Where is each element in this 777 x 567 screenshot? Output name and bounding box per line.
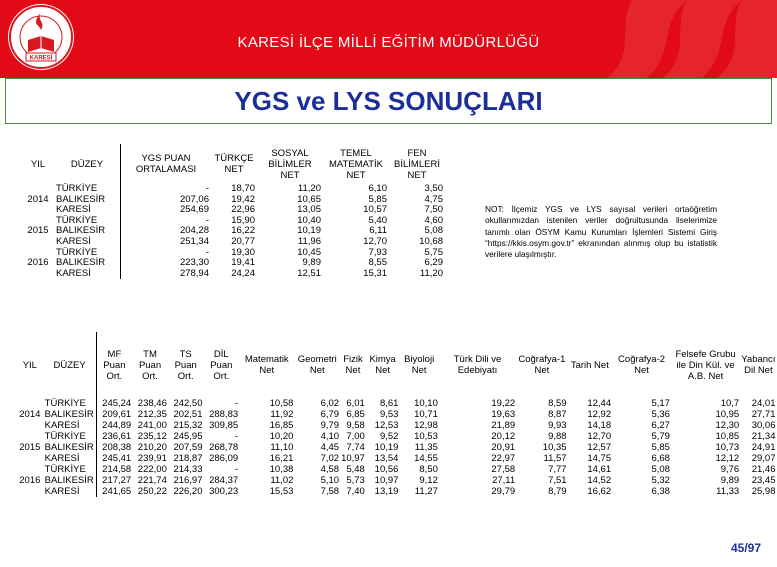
table-row xyxy=(16,398,777,409)
col-header-duzey: DÜZEY xyxy=(54,144,121,184)
cell-puan: 204,28 xyxy=(179,225,209,237)
cell-value: 300,23 xyxy=(209,486,239,497)
cell-value: 309,85 xyxy=(209,420,239,431)
cell-value: 7,51 xyxy=(548,475,567,486)
cell-value: 14,55 xyxy=(414,453,438,464)
cell-fen: 4,75 xyxy=(424,193,443,205)
table-row xyxy=(16,442,777,453)
cell-value: 19,63 xyxy=(491,409,516,420)
cell-yil xyxy=(22,237,54,248)
cell-yil: 2015 xyxy=(27,225,49,237)
cell-value: 214,33 xyxy=(173,464,203,475)
cell-value: 215,32 xyxy=(173,420,203,431)
cell-value: 286,09 xyxy=(209,453,239,464)
cell-value: 20,12 xyxy=(491,431,516,442)
cell-value: 29,79 xyxy=(491,486,516,497)
cell-value: 284,37 xyxy=(209,475,239,486)
cell-value: 10,7 xyxy=(720,398,740,409)
col-header-ts: TS Puan Ort. xyxy=(174,348,197,382)
cell-value: 10,35 xyxy=(542,442,567,453)
cell-value: 7,74 xyxy=(346,442,365,453)
col-header-cografya1: Coğrafya-1 Net xyxy=(518,354,566,376)
cell-value: 15,53 xyxy=(269,486,294,497)
cell-yil xyxy=(22,184,54,195)
cell-value: 10,10 xyxy=(414,398,438,409)
col-header-duzey: DÜZEY xyxy=(44,332,96,398)
cell-value: 9,58 xyxy=(346,420,365,431)
cell-value: 5,85 xyxy=(651,442,670,453)
cell-value: 242,50 xyxy=(173,398,203,409)
cell-value: 6,38 xyxy=(651,486,670,497)
cell-value: 10,58 xyxy=(269,398,294,409)
cell-value: 241,65 xyxy=(102,486,132,497)
cell-value: 210,20 xyxy=(137,442,167,453)
col-header-yil: YIL xyxy=(30,158,46,170)
col-header-felsefe: Felsefe Grubu ile Din Kül. ve A.B. Net xyxy=(675,348,736,382)
cell-value: 226,20 xyxy=(173,486,203,497)
col-header-ygs-puan: YGS PUAN ORTALAMASI xyxy=(135,153,197,175)
cell-value: 235,12 xyxy=(137,431,167,442)
cell-value: 23,45 xyxy=(751,475,776,486)
cell-puan: 278,94 xyxy=(179,267,209,279)
cell-turkce: 20,77 xyxy=(231,235,255,247)
cell-yil xyxy=(22,269,54,280)
cell-value: 12,30 xyxy=(715,420,740,431)
cell-puan: 254,69 xyxy=(179,204,209,216)
cell-value: 6,01 xyxy=(346,398,365,409)
cell-value: - xyxy=(234,464,239,475)
cell-value: 7,77 xyxy=(548,464,567,475)
cell-value: 5,08 xyxy=(651,464,670,475)
cell-value: 5,36 xyxy=(651,409,670,420)
table-row xyxy=(22,237,445,248)
cell-yil xyxy=(16,464,44,475)
cell-value: 9,79 xyxy=(320,420,340,431)
cell-value: 202,51 xyxy=(173,409,203,420)
note-text: NOT: İlçemiz YGS ve LYS sayısal verileri ortaöğretim okullarımızdan istenilen veriler doğrultusunda liselerimize tanımlı olan ÖSYM Kamu Kurumları İşlemleri Sistemi Giriş “https://kkis.osym.gov.tr” ekranından alınmış olup bu istatistik verilere ulaşılmıştır. xyxy=(485,204,717,260)
cell-mat: 12,70 xyxy=(363,235,387,247)
cell-sosyal: 10,45 xyxy=(297,246,321,258)
cell-yil xyxy=(16,486,44,497)
cell-value: 11,35 xyxy=(414,442,438,453)
cell-value: 8,59 xyxy=(548,398,567,409)
cell-mat: 5,85 xyxy=(368,193,387,205)
cell-value: - xyxy=(234,398,239,409)
cell-sosyal: 10,19 xyxy=(297,225,321,237)
cell-value: 10,20 xyxy=(269,431,294,442)
cell-value: 9,88 xyxy=(548,431,567,442)
cell-value: 12,12 xyxy=(715,453,740,464)
cell-turkce: 16,22 xyxy=(231,225,255,237)
cell-value: 6,02 xyxy=(320,398,340,409)
table-row xyxy=(16,475,777,486)
cell-sosyal: 10,65 xyxy=(297,193,321,205)
page-title: YGS ve LYS SONUÇLARI xyxy=(234,86,543,116)
cell-fen: 3,50 xyxy=(424,183,443,194)
cell-fen: 7,50 xyxy=(424,204,443,216)
cell-value: 20,91 xyxy=(491,442,516,453)
cell-value: 27,11 xyxy=(492,475,516,486)
cell-value: 5,79 xyxy=(651,431,670,442)
cell-value: 268,78 xyxy=(209,442,239,453)
cell-yil: 2014 xyxy=(27,193,49,205)
cell-puan: - xyxy=(205,183,209,194)
cell-value: 12,44 xyxy=(587,398,612,409)
cell-puan: 207,06 xyxy=(179,193,209,205)
cell-sosyal: 11,96 xyxy=(297,235,321,247)
cell-sosyal: 12,51 xyxy=(297,267,321,279)
table-row xyxy=(16,431,777,442)
cell-value: 11,02 xyxy=(270,475,294,486)
cell-value: 10,53 xyxy=(414,431,438,442)
cell-value: 244,89 xyxy=(102,420,132,431)
col-header-biyoloji: Biyoloji Net xyxy=(404,354,435,376)
col-header-fizik: Fizik Net xyxy=(343,354,363,376)
cell-value: 216,97 xyxy=(173,475,203,486)
cell-duzey: TÜRKİYE xyxy=(54,184,121,195)
cell-duzey: KARESİ xyxy=(44,453,96,464)
cell-value: 236,61 xyxy=(102,431,132,442)
cell-value: - xyxy=(234,431,239,442)
cell-value: 5,73 xyxy=(346,475,365,486)
cell-value: 7,40 xyxy=(346,486,365,497)
cell-value: 214,58 xyxy=(102,464,132,475)
cell-yil: 2016 xyxy=(19,475,41,486)
header-banner xyxy=(0,0,777,78)
cell-value: 19,22 xyxy=(491,398,516,409)
cell-duzey: BALIKESİR xyxy=(54,226,121,237)
col-header-turkce: TÜRKÇE NET xyxy=(214,153,254,175)
table-row xyxy=(16,486,777,497)
cell-duzey: TÜRKİYE xyxy=(54,216,121,227)
cell-mat: 7,93 xyxy=(368,246,387,258)
cell-duzey: KARESİ xyxy=(54,269,121,280)
cell-value: 9,76 xyxy=(720,464,740,475)
col-header-yabanci-dil: Yabancı Dil Net xyxy=(741,354,776,376)
cell-yil: 2015 xyxy=(19,442,41,453)
cell-duzey: KARESİ xyxy=(44,486,96,497)
cell-value: 11,10 xyxy=(270,442,294,453)
cell-fen: 5,08 xyxy=(424,225,443,237)
cell-fen: 10,68 xyxy=(419,235,443,247)
cell-value: 245,41 xyxy=(102,453,132,464)
cell-duzey: KARESİ xyxy=(44,420,96,431)
cell-duzey: BALIKESİR xyxy=(44,475,96,486)
cell-value: 11,92 xyxy=(270,409,294,420)
col-header-fen: FEN BİLİMLERİ NET xyxy=(394,147,440,181)
cell-value: 245,95 xyxy=(173,431,203,442)
cell-duzey: BALIKESİR xyxy=(54,258,121,269)
table-row xyxy=(16,453,777,464)
cell-duzey: BALIKESİR xyxy=(54,195,121,206)
cell-value: 8,50 xyxy=(419,464,438,475)
cell-value: 10,19 xyxy=(374,442,399,453)
cell-puan: 223,30 xyxy=(179,257,209,269)
cell-value: 27,58 xyxy=(491,464,516,475)
cell-value: 16,21 xyxy=(269,453,294,464)
cell-value: 7,00 xyxy=(346,431,365,442)
cell-value: 6,27 xyxy=(651,420,670,431)
cell-value: 24,91 xyxy=(751,442,776,453)
cell-yil xyxy=(16,398,44,409)
table-row xyxy=(22,269,445,280)
lys-table xyxy=(16,332,777,497)
cell-value: 241,00 xyxy=(137,420,167,431)
page-number: 45/97 xyxy=(730,541,761,555)
cell-turkce: 19,41 xyxy=(231,257,255,269)
cell-yil xyxy=(16,431,44,442)
cell-value: 4,45 xyxy=(320,442,340,453)
cell-value: 212,35 xyxy=(137,409,167,420)
cell-yil xyxy=(22,205,54,216)
cell-mat: 10,57 xyxy=(363,204,387,216)
cell-mat: 6,10 xyxy=(368,183,387,194)
cell-value: 10,97 xyxy=(374,475,399,486)
cell-yil: 2014 xyxy=(19,409,41,420)
cell-value: 288,83 xyxy=(209,409,239,420)
cell-duzey: BALIKESİR xyxy=(44,442,96,453)
cell-value: 218,87 xyxy=(173,453,203,464)
table-row xyxy=(16,464,777,475)
cell-value: 250,22 xyxy=(137,486,167,497)
cell-value: 16,85 xyxy=(269,420,294,431)
cell-value: 12,98 xyxy=(414,420,438,431)
cell-value: 8,87 xyxy=(548,409,567,420)
cell-mat: 8,55 xyxy=(368,257,387,269)
cell-value: 9,52 xyxy=(379,431,399,442)
cell-value: 13,54 xyxy=(374,453,399,464)
cell-value: 239,91 xyxy=(137,453,167,464)
cell-turkce: 18,70 xyxy=(231,183,255,194)
cell-value: 5,17 xyxy=(651,398,670,409)
col-header-dil: DİL Puan Ort. xyxy=(210,348,233,382)
cell-puan: 251,34 xyxy=(179,235,209,247)
header-title: KARESİ İLÇE MİLLİ EĞİTİM MÜDÜRLÜĞÜ xyxy=(237,34,540,51)
cell-value: 10,73 xyxy=(715,442,740,453)
col-header-matematik: TEMEL MATEMATİK NET xyxy=(328,147,383,181)
cell-value: 8,61 xyxy=(379,398,399,409)
cell-fen: 4,60 xyxy=(424,214,443,226)
cell-turkce: 15,90 xyxy=(231,214,255,226)
cell-value: 7,58 xyxy=(320,486,340,497)
cell-fen: 5,75 xyxy=(424,246,443,258)
cell-value: 14,75 xyxy=(587,453,612,464)
cell-duzey: BALIKESİR xyxy=(44,409,96,420)
cell-turkce: 19,30 xyxy=(231,246,255,258)
cell-value: 7,02 xyxy=(320,453,340,464)
cell-value: 4,58 xyxy=(320,464,340,475)
cell-value: 6,85 xyxy=(346,409,365,420)
cell-value: 21,89 xyxy=(491,420,516,431)
cell-value: 10,56 xyxy=(374,464,399,475)
cell-duzey: TÜRKİYE xyxy=(44,464,96,475)
cell-value: 14,18 xyxy=(587,420,612,431)
table-row xyxy=(22,184,445,195)
cell-yil: 2016 xyxy=(27,257,49,269)
cell-value: 16,62 xyxy=(587,486,612,497)
cell-value: 221,74 xyxy=(137,475,167,486)
cell-value: 22,97 xyxy=(491,453,516,464)
cell-value: 12,92 xyxy=(587,409,612,420)
col-header-tm: TM Puan Ort. xyxy=(138,348,162,382)
cell-fen: 6,29 xyxy=(424,257,443,269)
cell-value: 10,38 xyxy=(269,464,294,475)
cell-value: 12,53 xyxy=(374,420,399,431)
cell-mat: 6,11 xyxy=(369,225,387,237)
cell-value: 29,07 xyxy=(751,453,776,464)
col-header-matematik: Matematik Net xyxy=(244,354,289,376)
cell-puan: - xyxy=(205,214,209,226)
cell-turkce: 24,24 xyxy=(231,267,255,279)
cell-value: 208,38 xyxy=(102,442,132,453)
cell-duzey: TÜRKİYE xyxy=(54,248,121,259)
cell-value: 14,61 xyxy=(587,464,612,475)
cell-value: 30,06 xyxy=(751,420,776,431)
cell-value: 5,10 xyxy=(320,475,340,486)
cell-sosyal: 9,89 xyxy=(302,257,321,269)
cell-value: 222,00 xyxy=(137,464,167,475)
cell-sosyal: 13,05 xyxy=(297,204,321,216)
cell-value: 10,95 xyxy=(715,409,740,420)
col-header-geometri: Geometri Net xyxy=(297,354,337,376)
cell-value: 11,33 xyxy=(716,486,740,497)
cell-value: 14,52 xyxy=(587,475,612,486)
cell-mat: 15,31 xyxy=(363,267,387,279)
cell-value: 6,79 xyxy=(320,409,340,420)
cell-value: 12,57 xyxy=(587,442,612,453)
cell-value: 8,79 xyxy=(548,486,567,497)
cell-mat: 5,40 xyxy=(368,214,387,226)
cell-value: 6,68 xyxy=(651,453,670,464)
cell-value: 21,34 xyxy=(751,431,776,442)
col-header-kimya: Kimya Net xyxy=(369,354,396,376)
cell-yil xyxy=(16,453,44,464)
cell-value: 27,71 xyxy=(751,409,776,420)
cell-value: 209,61 xyxy=(102,409,132,420)
cell-value: 207,59 xyxy=(173,442,203,453)
table-row xyxy=(16,409,777,420)
cell-fen: 11,20 xyxy=(419,267,443,279)
cell-turkce: 19,42 xyxy=(231,193,255,205)
table-row xyxy=(16,420,777,431)
cell-value: 10,97 xyxy=(341,453,365,464)
svg-text:KARESİ: KARESİ xyxy=(29,55,53,62)
cell-value: 5,48 xyxy=(346,464,365,475)
table-header-row xyxy=(22,144,445,184)
cell-value: 12,70 xyxy=(587,431,612,442)
cell-turkce: 22,96 xyxy=(231,204,255,216)
col-header-mf: MF Puan Ort. xyxy=(103,348,126,382)
ygs-table xyxy=(22,144,445,279)
cell-value: 238,46 xyxy=(137,398,167,409)
cell-value: 5,32 xyxy=(651,475,670,486)
cell-value: 13,19 xyxy=(374,486,399,497)
cell-duzey: TÜRKİYE xyxy=(44,431,96,442)
col-header-tarih: Tarih Net xyxy=(570,359,609,371)
cell-value: 245,24 xyxy=(102,398,132,409)
cell-value: 21,46 xyxy=(751,464,776,475)
cell-value: 217,27 xyxy=(102,475,132,486)
cell-value: 9,53 xyxy=(379,409,399,420)
col-header-cografya2: Coğrafya-2 Net xyxy=(618,354,666,376)
cell-puan: - xyxy=(205,246,209,258)
cell-value: 24,01 xyxy=(751,398,776,409)
table-header-row xyxy=(16,332,777,398)
cell-value: 11,57 xyxy=(543,453,567,464)
cell-value: 10,71 xyxy=(414,409,438,420)
cell-sosyal: 11,20 xyxy=(297,183,321,194)
cell-value: 9,93 xyxy=(548,420,567,431)
cell-value: 9,89 xyxy=(720,475,740,486)
cell-value: 25,98 xyxy=(751,486,776,497)
cell-value: 4,10 xyxy=(320,431,340,442)
col-header-yil: YIL xyxy=(22,359,37,371)
cell-sosyal: 10,40 xyxy=(297,214,321,226)
col-header-sosyal: SOSYAL BİLİMLER NET xyxy=(268,147,312,181)
cell-value: 10,85 xyxy=(715,431,740,442)
cell-duzey: TÜRKİYE xyxy=(44,398,96,409)
cell-duzey: KARESİ xyxy=(54,237,121,248)
cell-yil xyxy=(16,420,44,431)
cell-value: 11,27 xyxy=(414,486,438,497)
cell-duzey: KARESİ xyxy=(54,205,121,216)
cell-value: 9,12 xyxy=(419,475,438,486)
col-header-turk-dili: Türk Dili ve Edebiyatı xyxy=(453,354,502,376)
